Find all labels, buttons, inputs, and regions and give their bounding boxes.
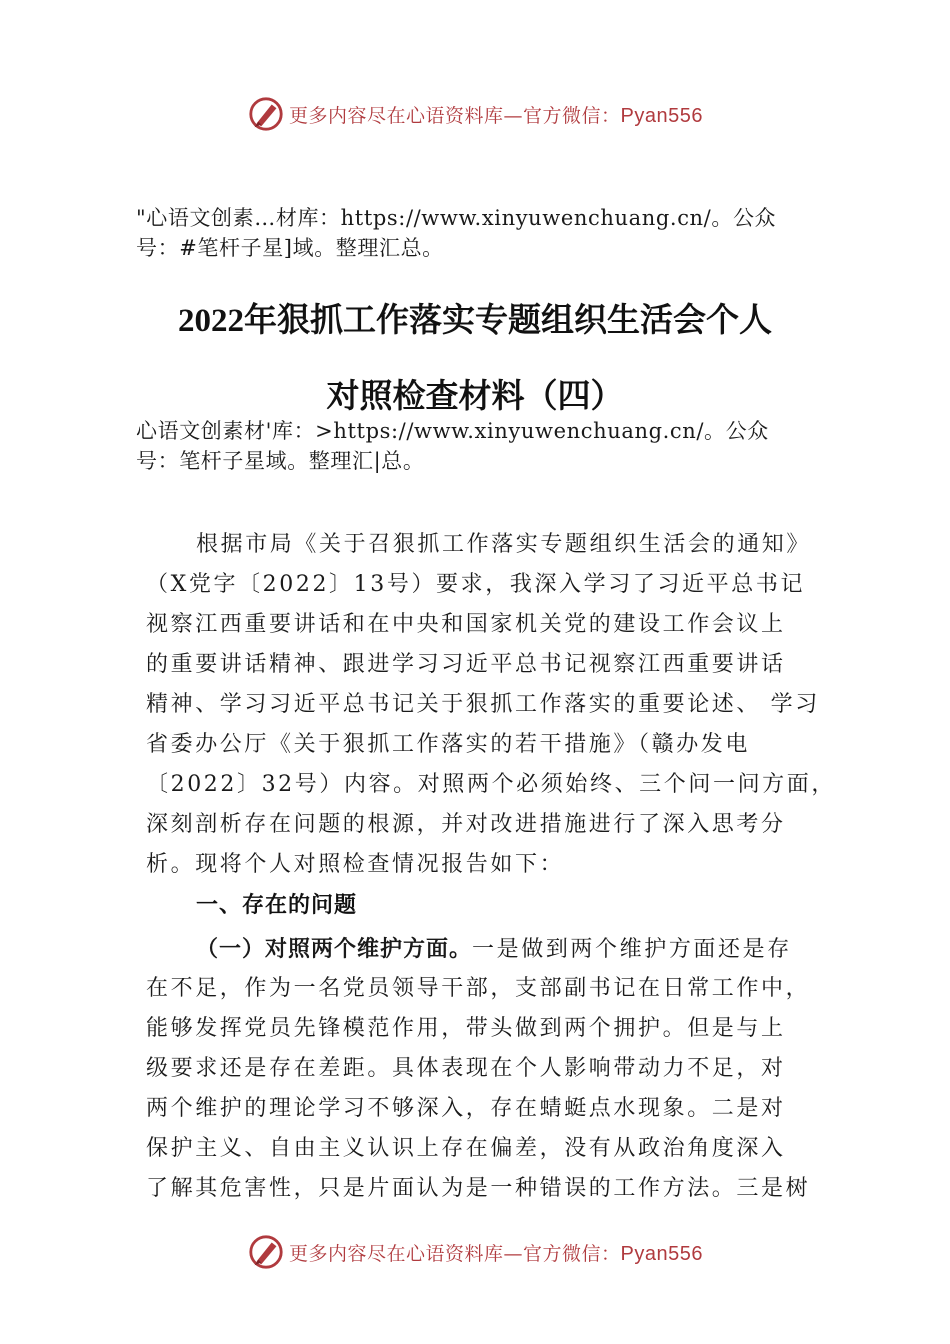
watermark-subnote-line-1: 心语文创素材'库：>https://www.xinyuwenchuang.cn/。公众 <box>136 419 769 443</box>
paragraph-2-first-line <box>196 934 792 965</box>
document-title-line-2: 对照检查材料（四） <box>326 379 624 415</box>
paragraph-2-line: 能够发挥党员先锋模范作用，带头做到两个拥护。但是与上 <box>146 1016 786 1041</box>
paragraph-1-line: 视察江西重要讲话和在中央和国家机关党的建设工作会议上 <box>146 612 786 637</box>
paragraph-1-line: 〔2022〕32号）内容。对照两个必须始终、三个问一问方面， <box>146 772 836 797</box>
watermark-subnote-line-2: 号：笔杆子星域。整理汇|总。 <box>136 449 425 473</box>
pen-logo-icon <box>247 1233 285 1271</box>
paragraph-2-first-line-rest: 一是做到两个维护方面还是存 <box>472 937 792 962</box>
paragraph-1-line: （X党字〔2022〕13号）要求，我深入学习了习近平总书记 <box>146 572 806 597</box>
watermark-note-line-1: "心语文创素…材库：https://www.xinyuwenchuang.cn/。公众 <box>136 206 777 230</box>
paragraph-1-line: 深刻剖析存在问题的根源，并对改进措施进行了深入思考分 <box>146 812 786 837</box>
header-banner <box>0 92 950 136</box>
paragraph-1-line: 省委办公厅《关于狠抓工作落实的若干措施》（赣办发电 <box>146 732 751 757</box>
paragraph-1-line: 的重要讲话精神、跟进学习习近平总书记视察江西重要讲话 <box>146 652 786 677</box>
paragraph-2-line: 在不足，作为一名党员领导干部，支部副书记在日常工作中， <box>146 976 811 1001</box>
paragraph-1-line: 精神、学习习近平总书记关于狠抓工作落实的重要论述、 学习 <box>146 692 820 717</box>
pen-logo-icon <box>247 95 285 133</box>
paragraph-1-line: 根据市局《关于召狠抓工作落实专题组织生活会的通知》 <box>196 532 812 557</box>
paragraph-2-line: 两个维护的理论学习不够深入，存在蜻蜓点水现象。二是对 <box>146 1096 786 1121</box>
document-title-line-1: 2022年狠抓工作落实专题组织生活会个人 <box>178 303 772 339</box>
banner-text: 更多内容尽在心语资料库—官方微信：Pyan556 <box>289 104 703 127</box>
footer-banner <box>0 1230 950 1274</box>
paragraph-2-line: 了解其危害性，只是片面认为是一种错误的工作方法。三是树 <box>146 1176 811 1201</box>
watermark-note-line-2: 号：#笔杆子星]域。整理汇总。 <box>136 236 444 260</box>
paragraph-2-line: 保护主义、自由主义认识上存在偏差，没有从政治角度深入 <box>146 1136 786 1161</box>
paragraph-1-line: 析。现将个人对照检查情况报告如下： <box>146 852 565 877</box>
banner-text: 更多内容尽在心语资料库—官方微信：Pyan556 <box>289 1242 703 1265</box>
subsection-lead: （一）对照两个维护方面。 <box>196 936 473 962</box>
paragraph-2-line: 级要求还是存在差距。具体表现在个人影响带动力不足，对 <box>146 1056 786 1081</box>
section-heading: 一、存在的问题 <box>196 893 358 918</box>
